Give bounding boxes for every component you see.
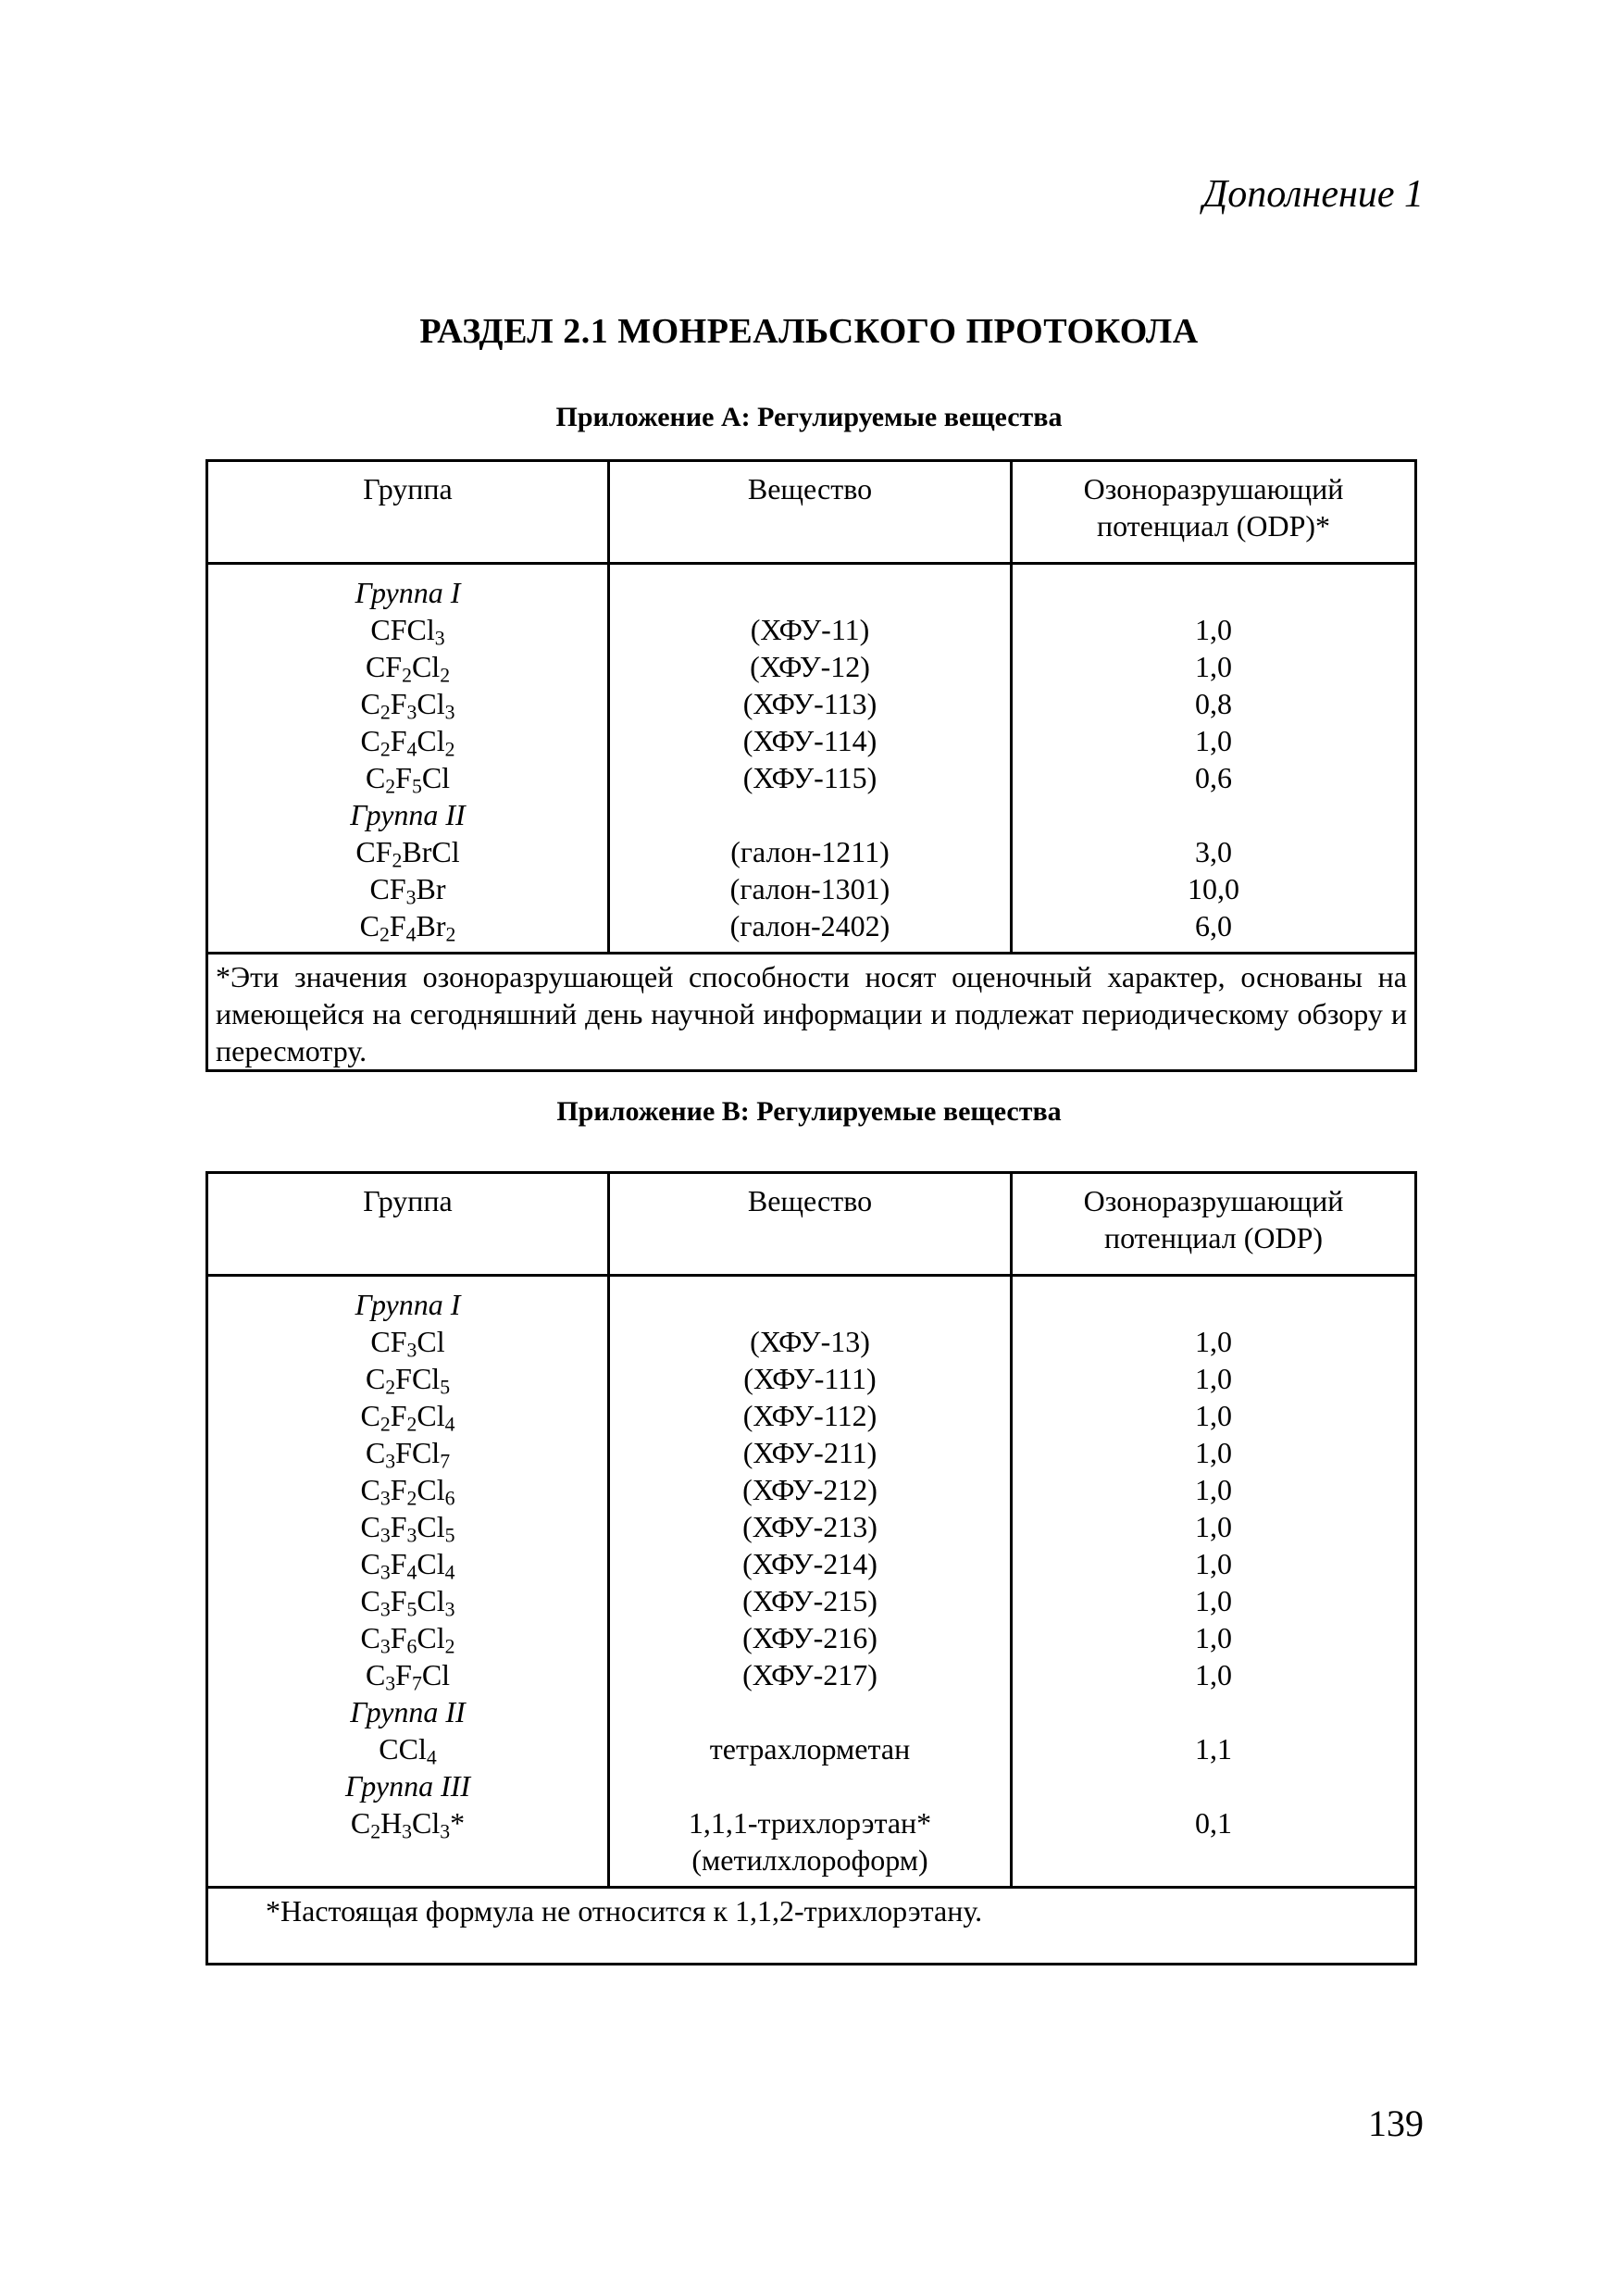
formula-subscript: 3 <box>380 1635 391 1658</box>
formula-subscript: 7 <box>440 1450 451 1473</box>
formula-subscript: 3 <box>380 1561 391 1584</box>
chemical-formula <box>214 833 602 870</box>
formula-part: Cl <box>421 761 451 794</box>
empty-cell <box>1018 1693 1409 1730</box>
formula-part: F <box>395 1658 412 1691</box>
formula-part: Cl <box>417 724 445 757</box>
column-header-group: Группа <box>207 461 609 564</box>
substance-name: (ХФУ-113) <box>742 687 877 720</box>
column-header-odp-line2: потенциал (ODP) <box>1103 1221 1324 1254</box>
formula-subscript: 2 <box>444 1635 455 1658</box>
formula-subscript: 2 <box>406 1487 417 1510</box>
chemical-formula <box>214 1545 602 1582</box>
footnote: *Настоящая формула не относится к 1,1,2-трихлорэтану. <box>207 1888 1416 1965</box>
chemical-formula <box>214 870 602 907</box>
odp-value: 1,0 <box>1195 1658 1232 1691</box>
odp-value: 1,0 <box>1195 650 1232 683</box>
column-header-odp <box>1012 1173 1416 1276</box>
chemical-formula <box>214 648 602 685</box>
substance-name: (ХФУ-215) <box>742 1584 877 1617</box>
formula-subscript: 2 <box>385 775 396 798</box>
chemical-formula <box>214 1323 602 1360</box>
empty-cell <box>1018 1286 1409 1323</box>
formula-subscript: 3 <box>385 1450 396 1473</box>
formula-part: Cl <box>411 650 441 683</box>
chemical-formula <box>214 1804 602 1841</box>
formula-part: F <box>395 761 412 794</box>
formula-part: Cl <box>417 1325 445 1358</box>
formula-subscript: 5 <box>440 1376 451 1399</box>
formula-subscript: 2 <box>440 664 451 687</box>
empty-cell <box>616 1286 1004 1323</box>
formula-part: Cl <box>417 1621 445 1654</box>
formula-part: F <box>390 1399 407 1432</box>
formula-part: C <box>365 1436 386 1469</box>
formula-part: C <box>360 1621 380 1654</box>
column-header-odp-line2: потенциал (ODP)* <box>1096 509 1331 543</box>
formula-subscript: 3 <box>380 1598 391 1621</box>
substance-name: (ХФУ-114) <box>742 724 877 757</box>
formula-part: Cl <box>417 1584 445 1617</box>
substance-name: (ХФУ-214) <box>742 1547 877 1580</box>
appendix-a-table <box>205 459 1417 1072</box>
formula-part: CF <box>370 1325 407 1358</box>
formula-subscript: 3 <box>380 1524 391 1547</box>
table-body-row <box>207 1276 1416 1888</box>
chemical-formula <box>214 722 602 759</box>
odp-value: 1,0 <box>1195 1584 1232 1617</box>
odp-value: 1,0 <box>1195 1473 1232 1506</box>
substance-name: (ХФУ-216) <box>742 1621 877 1654</box>
odp-value: 1,0 <box>1195 1362 1232 1395</box>
chemical-formula <box>214 1397 602 1434</box>
odp-value: 0,1 <box>1195 1806 1232 1840</box>
formula-subscript: 3 <box>444 701 455 724</box>
formula-subscript: 3 <box>405 886 417 909</box>
formula-part: F <box>390 1547 407 1580</box>
odp-value: 10,0 <box>1188 872 1239 905</box>
footnote-row <box>207 1888 1416 1965</box>
odp-value: 1,0 <box>1195 724 1232 757</box>
substance-name: (ХФУ-11) <box>750 613 870 646</box>
formula-subscript: 5 <box>406 1598 417 1621</box>
formula-part: C <box>360 1584 380 1617</box>
odp-value: 0,6 <box>1195 761 1232 794</box>
formula-part: C <box>360 687 380 720</box>
table-header-row <box>207 1173 1416 1276</box>
appendix-b-title: Приложение В: Регулируемые вещества <box>556 1096 1062 1127</box>
formula-subscript: 3 <box>434 627 445 650</box>
formula-subscript: 4 <box>406 738 417 761</box>
empty-cell <box>616 1693 1004 1730</box>
formula-column <box>207 1276 609 1888</box>
formula-subscript: 2 <box>370 1820 381 1843</box>
odp-value: 1,0 <box>1195 1436 1232 1469</box>
empty-cell <box>1018 1841 1409 1878</box>
formula-subscript: 2 <box>380 738 391 761</box>
formula-subscript: 4 <box>444 1413 455 1436</box>
formula-part: Cl <box>417 687 445 720</box>
group-label: Группа II <box>350 798 466 831</box>
footnote-row <box>207 954 1416 1071</box>
formula-part: C <box>365 761 386 794</box>
substance-name: (ХФУ-217) <box>742 1658 877 1691</box>
formula-subscript: 6 <box>406 1635 417 1658</box>
substance-name: (ХФУ-115) <box>742 761 877 794</box>
empty-cell <box>616 796 1004 833</box>
formula-subscript: 3 <box>406 701 417 724</box>
formula-part: Cl <box>417 1473 445 1506</box>
odp-value: 1,0 <box>1195 1510 1232 1543</box>
formula-part: C <box>360 1547 380 1580</box>
formula-part: C <box>360 724 380 757</box>
table-header-row <box>207 461 1416 564</box>
formula-subscript: 2 <box>444 738 455 761</box>
formula-subscript: 2 <box>406 1413 417 1436</box>
substance-name: (ХФУ-213) <box>742 1510 877 1543</box>
chemical-formula <box>214 1434 602 1471</box>
formula-subscript: 3 <box>406 1339 417 1362</box>
substance-name: (ХФУ-111) <box>743 1362 877 1395</box>
chemical-formula <box>214 1730 602 1767</box>
odp-value: 1,1 <box>1195 1732 1232 1766</box>
formula-part: F <box>390 1510 407 1543</box>
formula-subscript: 7 <box>411 1672 422 1695</box>
odp-column <box>1012 1276 1416 1888</box>
formula-subscript: 3 <box>444 1598 455 1621</box>
formula-part: CF <box>369 872 406 905</box>
odp-column <box>1012 564 1416 954</box>
formula-subscript: 5 <box>444 1524 455 1547</box>
formula-subscript: 2 <box>445 923 456 946</box>
substance-name: (ХФУ-13) <box>750 1325 870 1358</box>
formula-part: C <box>359 909 380 942</box>
formula-part: C <box>360 1399 380 1432</box>
formula-subscript: 2 <box>379 923 390 946</box>
formula-part: Cl <box>417 1547 445 1580</box>
formula-part: C <box>350 1806 371 1840</box>
odp-value: 0,8 <box>1195 687 1232 720</box>
formula-subscript: 3 <box>385 1672 396 1695</box>
footnote: *Эти значения озоноразрушающей способности носят оценочный характер, основаны на имеющейся на сегодняшний день научной информации и подлежат периодическому обзору и пересмотру. <box>207 954 1416 1071</box>
group-label: Группа I <box>355 1288 461 1321</box>
formula-part: C <box>360 1473 380 1506</box>
column-header-odp-line1: Озоноразрушающий <box>1083 472 1344 505</box>
chemical-formula <box>214 907 602 944</box>
formula-part: F <box>390 1621 407 1654</box>
formula-subscript: 3 <box>440 1820 451 1843</box>
formula-subscript: 4 <box>426 1746 437 1769</box>
substance-name: тетрахлорметан <box>709 1732 911 1766</box>
chemical-formula <box>214 1508 602 1545</box>
formula-part: Br <box>416 909 446 942</box>
odp-value: 1,0 <box>1195 1399 1232 1432</box>
formula-part: F <box>390 724 407 757</box>
substance-name: (ХФУ-12) <box>750 650 870 683</box>
empty-cell <box>1018 796 1409 833</box>
odp-value: 1,0 <box>1195 1547 1232 1580</box>
chemical-formula <box>214 1471 602 1508</box>
chemical-formula <box>214 759 602 796</box>
odp-value: 1,0 <box>1195 1325 1232 1358</box>
formula-subscript: 5 <box>411 775 422 798</box>
table-body-row <box>207 564 1416 954</box>
formula-subscript: 6 <box>444 1487 455 1510</box>
column-header-substance: Вещество <box>609 461 1012 564</box>
formula-part: F <box>390 1473 407 1506</box>
formula-part: F <box>390 687 407 720</box>
chemical-formula <box>214 611 602 648</box>
substance-column <box>609 1276 1012 1888</box>
substance-name: 1,1,1-трихлорэтан* <box>688 1806 932 1840</box>
formula-part: C <box>365 1658 386 1691</box>
column-header-group: Группа <box>207 1173 609 1276</box>
header-note: Дополнение 1 <box>1202 173 1424 216</box>
formula-subscript: 3 <box>406 1524 417 1547</box>
formula-part: Cl <box>412 1806 441 1840</box>
formula-part: Cl <box>417 1510 445 1543</box>
group-label: Группа II <box>350 1695 466 1728</box>
formula-part: CF <box>365 650 403 683</box>
chemical-formula <box>214 1619 602 1656</box>
empty-cell <box>214 1841 602 1878</box>
column-header-odp-line1: Озоноразрушающий <box>1083 1184 1344 1217</box>
empty-cell <box>1018 574 1409 611</box>
column-header-substance: Вещество <box>609 1173 1012 1276</box>
substance-name: (галон-1211) <box>730 835 890 868</box>
formula-part: Cl <box>421 1658 451 1691</box>
formula-subscript: 4 <box>444 1561 455 1584</box>
empty-cell <box>616 574 1004 611</box>
group-label: Группа III <box>344 1769 471 1803</box>
formula-part: F <box>389 909 406 942</box>
column-header-odp <box>1012 461 1416 564</box>
page-title: РАЗДЕЛ 2.1 МОНРЕАЛЬСКОГО ПРОТОКОЛА <box>419 312 1199 351</box>
formula-part: FCl <box>395 1362 441 1395</box>
chemical-formula <box>214 685 602 722</box>
formula-subscript: 2 <box>385 1376 396 1399</box>
formula-part: C <box>360 1510 380 1543</box>
odp-value: 3,0 <box>1195 835 1232 868</box>
appendix-b-table <box>205 1171 1417 1965</box>
formula-part: * <box>450 1806 466 1840</box>
odp-value: 1,0 <box>1195 1621 1232 1654</box>
chemical-formula <box>214 1582 602 1619</box>
substance-name: (ХФУ-212) <box>742 1473 877 1506</box>
formula-column <box>207 564 609 954</box>
chemical-formula <box>214 1360 602 1397</box>
substance-column <box>609 564 1012 954</box>
formula-part: Br <box>416 872 446 905</box>
formula-subscript: 2 <box>380 1413 391 1436</box>
formula-subscript: 2 <box>402 664 412 687</box>
group-label: Группа I <box>355 576 461 609</box>
appendix-a-title: Приложение А: Регулируемые вещества <box>555 402 1063 432</box>
chemical-formula <box>214 1656 602 1693</box>
substance-name-extra: (метилхлороформ) <box>691 1843 928 1877</box>
formula-part: H <box>380 1806 403 1840</box>
formula-part: CFCl <box>370 613 435 646</box>
odp-value: 6,0 <box>1195 909 1232 942</box>
page-number: 139 <box>1368 2103 1424 2144</box>
substance-name: (ХФУ-112) <box>742 1399 877 1432</box>
formula-subscript: 3 <box>402 1820 413 1843</box>
formula-subscript: 4 <box>406 1561 417 1584</box>
formula-subscript: 2 <box>380 701 391 724</box>
formula-subscript: 2 <box>392 849 403 872</box>
formula-part: Cl <box>417 1399 445 1432</box>
empty-cell <box>616 1767 1004 1804</box>
empty-cell <box>1018 1767 1409 1804</box>
odp-value: 1,0 <box>1195 613 1232 646</box>
substance-name: (ХФУ-211) <box>742 1436 877 1469</box>
formula-part: C <box>365 1362 386 1395</box>
substance-name: (галон-1301) <box>729 872 890 905</box>
formula-part: CCl <box>379 1732 427 1766</box>
formula-part: BrCl <box>402 835 460 868</box>
formula-subscript: 3 <box>380 1487 391 1510</box>
formula-part: F <box>390 1584 407 1617</box>
formula-part: CF <box>355 835 392 868</box>
formula-subscript: 4 <box>405 923 417 946</box>
formula-part: FCl <box>395 1436 441 1469</box>
substance-name: (галон-2402) <box>729 909 890 942</box>
